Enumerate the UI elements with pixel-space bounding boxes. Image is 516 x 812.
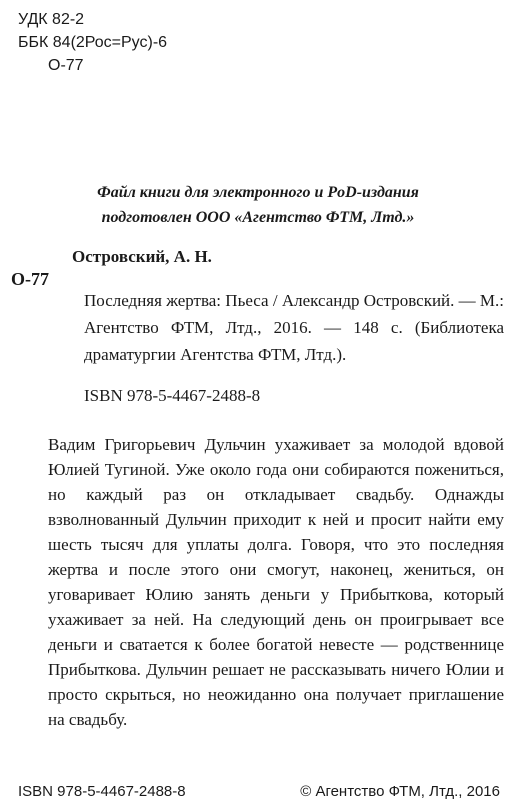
bibliographic-description: Последняя жертва: Пьеса / Александр Островский. — М.: Агентство ФТМ, Лтд., 2016. — 148 с. (Библиотека драматургии Агентства ФТМ, Лтд.). bbox=[84, 291, 504, 364]
udk-code: УДК 82-2 bbox=[18, 11, 85, 28]
preparation-note-line2: подготовлен ООО «Агентство ФТМ, Лтд.» bbox=[101, 209, 415, 226]
cutter-code: О-77 bbox=[48, 57, 84, 74]
classification-codes bbox=[18, 8, 167, 77]
footer-copyright: © Агентство ФТМ, Лтд., 2016 bbox=[300, 783, 500, 800]
preparation-note bbox=[0, 180, 516, 230]
author-heading: Островский, А. Н. bbox=[72, 247, 212, 266]
isbn: ISBN 978-5-4467-2488-8 bbox=[84, 386, 261, 405]
bbk-code: ББК 84(2Рос=Рус)-6 bbox=[18, 34, 168, 51]
footer-isbn: ISBN 978-5-4467-2488-8 bbox=[18, 783, 186, 800]
cutter-mark: О-77 bbox=[11, 269, 49, 289]
annotation: Вадим Григорьевич Дульчин ухаживает за молодой вдовой Юлией Тугиной. Уже около года они собираются пожениться, но каждый раз он откладывает свадьбу. Однажды взволнованный Дульчин приходит к ней и просит найти ему шесть тысяч для уплаты долга. Говоря, что это последняя жертва и после этого они смогут, наконец, жениться, он уговаривает Юлию занять деньги у Прибыткова, который ухаживает за ней. На следующий день он проигрывает все деньги и сватается к более богатой невесте — родственнице Прибыткова. Дульчин решает не рассказывать ничего Юлии и просто скрыться, но неожиданно она получает приглашение на свадьбу. bbox=[48, 435, 504, 729]
preparation-note-line1: Файл книги для электронного и PoD-издания bbox=[97, 184, 419, 201]
